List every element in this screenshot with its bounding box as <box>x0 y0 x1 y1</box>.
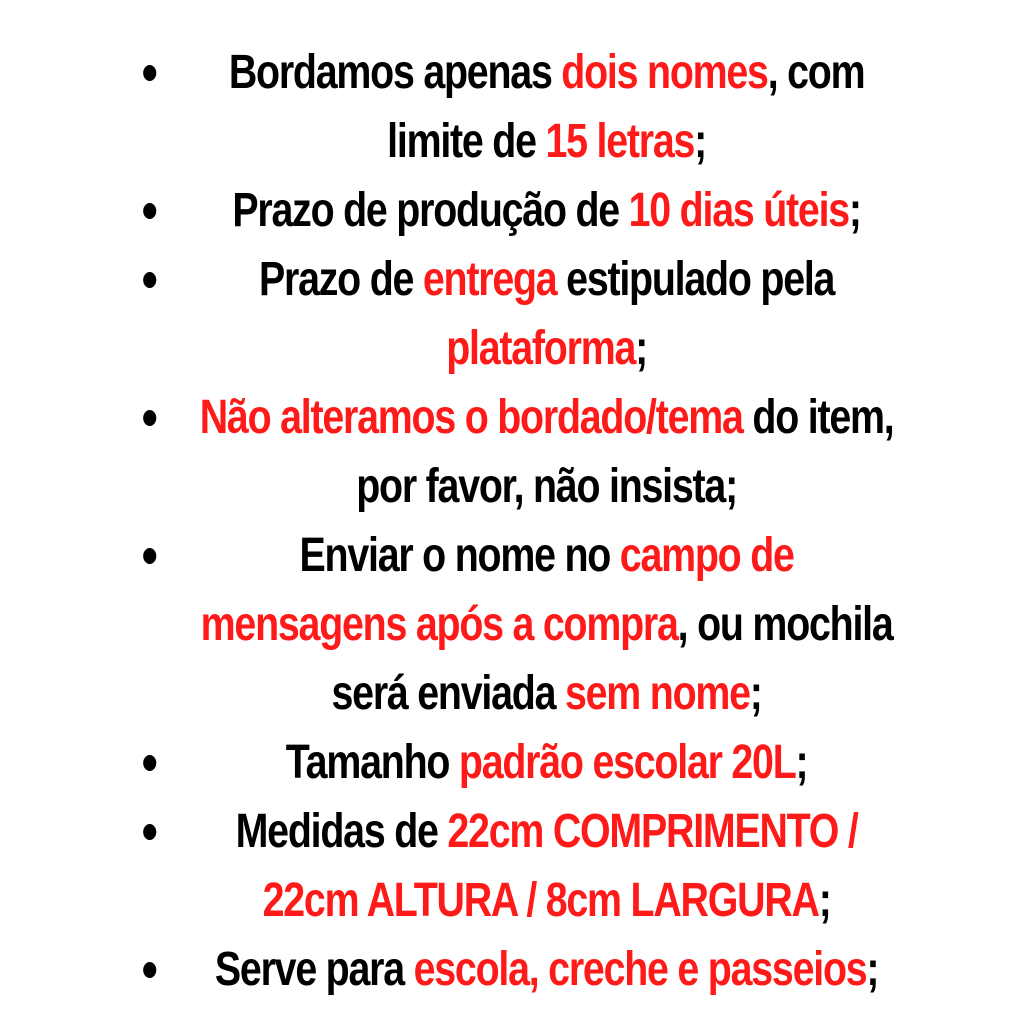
list-item-usage <box>143 935 901 1004</box>
bullet-dot-icon <box>143 548 156 564</box>
text-segment: Prazo de <box>258 253 423 306</box>
item-text <box>232 184 860 237</box>
list-item-embroidery-names <box>143 38 901 176</box>
bullet-dot-icon <box>143 203 156 219</box>
highlighted-text-segment: padrão escolar 20L <box>458 736 796 789</box>
list-item-measurements <box>143 797 901 935</box>
highlighted-text-segment: plataforma <box>446 322 636 375</box>
highlighted-text-segment: escola, creche e passeios <box>413 943 867 996</box>
list-item-size <box>143 728 901 797</box>
item-text <box>286 736 808 789</box>
item-text <box>200 391 894 513</box>
bullet-dot-icon <box>143 962 156 978</box>
text-segment: , ou mochila será enviada <box>331 598 893 720</box>
text-segment: Serve para <box>214 943 414 996</box>
text-segment: ; <box>866 943 879 996</box>
text-segment: Enviar o nome no <box>299 529 620 582</box>
highlighted-text-segment: sem nome <box>564 667 750 720</box>
highlighted-text-segment: entrega <box>422 253 557 306</box>
text-segment: ; <box>694 115 707 168</box>
text-segment: ; <box>635 322 647 375</box>
text-segment: Prazo de produção de <box>232 184 629 237</box>
bullet-dot-icon <box>143 272 156 288</box>
highlighted-text-segment: campo de mensagens após a compra <box>200 529 794 651</box>
list-item-send-name <box>143 521 901 728</box>
item-text <box>259 253 834 375</box>
text-segment: Bordamos apenas <box>228 46 562 99</box>
highlighted-text-segment: 15 letras <box>545 115 695 168</box>
highlighted-text-segment: Não alteramos o bordado/tema <box>199 391 743 444</box>
text-segment: Medidas de <box>235 805 448 858</box>
text-segment: do item, por favor, não insista; <box>356 391 894 513</box>
text-segment: estipulado pela <box>556 253 835 306</box>
highlighted-text-segment: dois nomes <box>561 46 768 99</box>
text-segment: ; <box>795 736 808 789</box>
text-segment: ; <box>749 667 762 720</box>
bullet-dot-icon <box>143 65 156 81</box>
list-item-delivery-time <box>143 245 901 383</box>
text-segment: Tamanho <box>285 736 459 789</box>
item-text <box>236 805 858 927</box>
bullet-dot-icon <box>143 410 156 426</box>
item-text <box>201 529 893 720</box>
text-segment: ; <box>848 184 861 237</box>
text-segment: ; <box>818 874 831 927</box>
list-item-production-time <box>143 176 901 245</box>
item-text <box>215 943 878 996</box>
bullet-dot-icon <box>143 824 156 840</box>
list-item-no-design-change <box>143 383 901 521</box>
highlighted-text-segment: 10 dias úteis <box>628 184 849 237</box>
item-text <box>229 46 865 168</box>
highlighted-text-segment: 22cm COMPRIMENTO / 22cm ALTURA / 8cm LARGURA <box>262 805 858 927</box>
text-segment: , com limite de <box>387 46 865 168</box>
info-bullet-list <box>60 38 984 1004</box>
bullet-dot-icon <box>143 755 156 771</box>
